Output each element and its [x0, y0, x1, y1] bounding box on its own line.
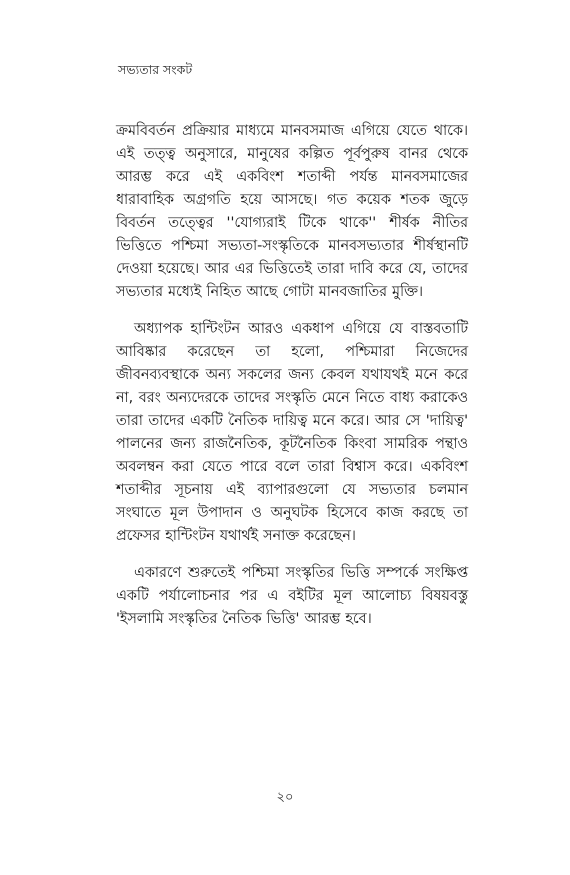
paragraph-1: ক্রমবিবর্তন প্রক্রিয়ার মাধ্যমে মানবসমাজ এগিয়ে যেতে থাকে। এই তত্ত্ব অনুসারে, মানুষের কল্পিত পূর্বপুরুষ বানর থেকে আরম্ভ করে এই একবিংশ শতাব্দী পর্যন্ত মানবসমাজের ধারাবাহিক অগ্রগতি হয়ে আসছে। গত কয়েক শতক জুড়ে বিবর্তন তত্ত্বের ''যোগ্যরাই টিকে থাকে'' শীর্ষক নীতির ভিত্তিতে পশ্চিমা সভ্যতা-সংস্কৃতিকে মানবসভ্যতার শীর্ষস্থানটি দেওয়া হয়েছে। আর এর ভিত্তিতেই তারা দাবি করে যে, তাদের সভ্যতার মধ্যেই নিহিত আছে গোটা মানবজাতির মুক্তি।	[116, 123, 468, 300]
body-text	[116, 120, 468, 645]
paragraph-2: অধ্যাপক হান্টিংটন আরও একধাপ এগিয়ে যে বাস্তবতাটি আবিষ্কার করেছেন তা হলো, পশ্চিমারা নিজেদের জীবনব্যবস্থাকে অন্য সকলের জন্য কেবল যথাযথই মনে করে না, বরং অন্যদেরকে তাদের সংস্কৃতি মেনে নিতে বাধ্য করাকেও তারা তাদের একটি নৈতিক দায়িত্ব মনে করে। আর সে 'দায়িত্ব' পালনের জন্য রাজনৈতিক, কূটনৈতিক কিংবা সামরিক পন্থাও অবলম্বন করা যেতে পারে বলে তারা বিশ্বাস করে। একবিংশ শতাব্দীর সূচনায় এই ব্যাপারগুলো যে সভ্যতার চলমান সংঘাতে মূল উপাদান ও অনুঘটক হিসেবে কাজ করছে তা প্রফেসর হান্টিংটন যথার্থই সনাক্ত করেছেন।	[116, 321, 468, 544]
running-header: সভ্যতার সংকট	[118, 62, 193, 77]
paragraph-3: একারণে শুরুতেই পশ্চিমা সংস্কৃতির ভিত্তি সম্পর্কে সংক্ষিপ্ত একটি পর্যালোচনার পর এ বইটির মূল আলোচ্য বিষয়বস্তু 'ইসলামি সংস্কৃতির নৈতিক ভিত্তি' আরম্ভ হবে।	[116, 565, 468, 627]
page-number: ২০	[276, 790, 294, 805]
